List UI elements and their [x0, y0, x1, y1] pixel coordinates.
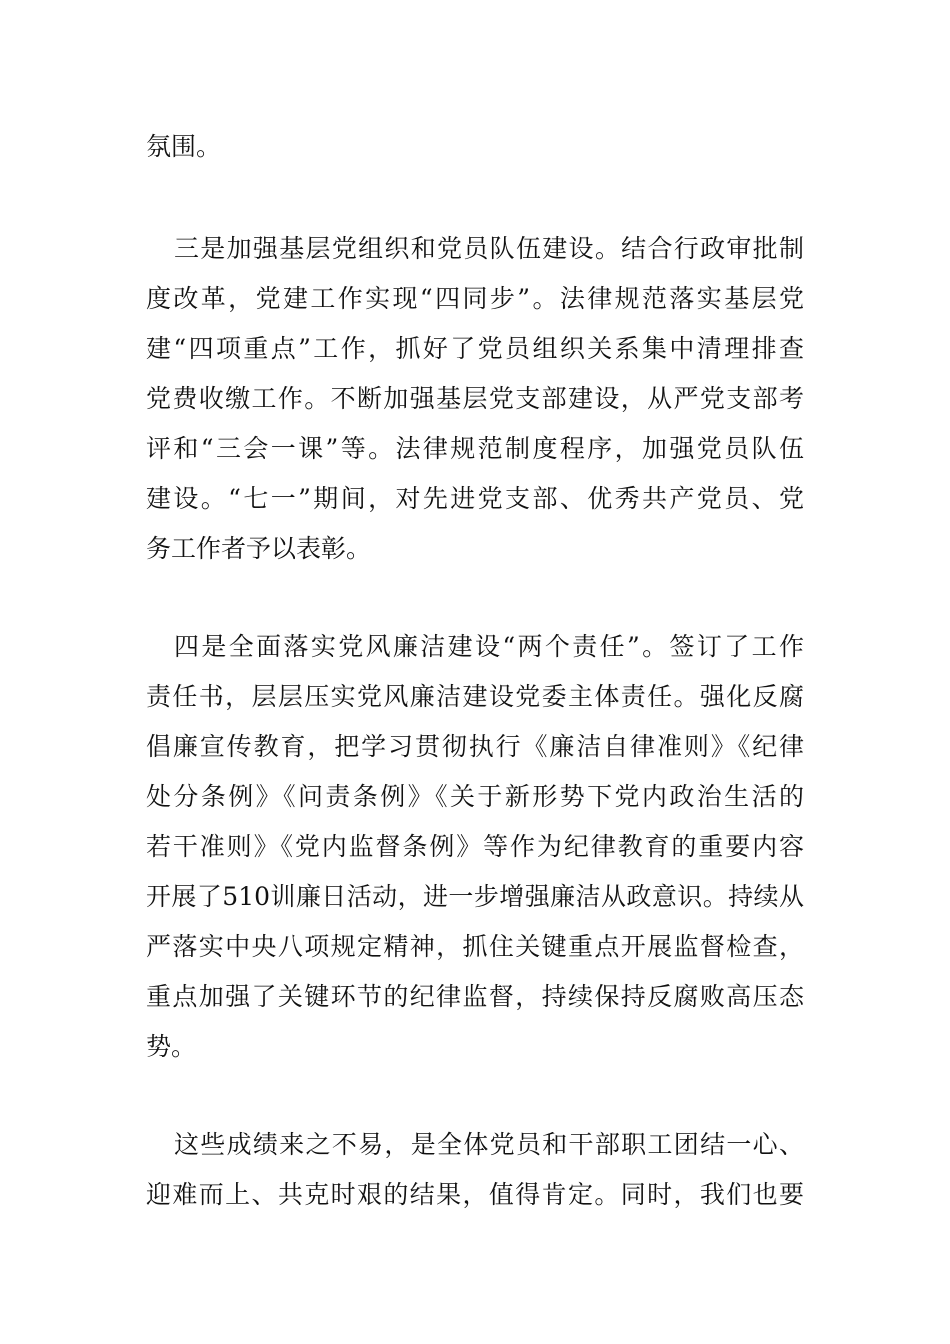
- paragraph-3-line-3: 倡廉宣传教育，把学习贯彻执行《廉洁自律准则》《纪律: [146, 732, 804, 761]
- paragraph-3-line-1: 四是全面落实党风廉洁建设“两个责任”。签订了工作: [174, 632, 804, 661]
- paragraph-2-line-5: 评和“三会一课”等。法律规范制度程序，加强党员队伍: [146, 434, 804, 463]
- paragraph-3-line-6: 开展了510训廉日活动，进一步增强廉洁从政意识。持续从: [146, 882, 804, 911]
- paragraph-4-line-2: 迎难而上、共克时艰的结果，值得肯定。同时，我们也要: [146, 1180, 804, 1209]
- paragraph-2-line-4: 党费收缴工作。不断加强基层党支部建设，从严党支部考: [146, 384, 804, 413]
- paragraph-2-line-3: 建“四项重点”工作，抓好了党员组织关系集中清理排查: [146, 334, 804, 363]
- paragraph-2-line-6: 建设。“七一”期间，对先进党支部、优秀共产党员、党: [146, 484, 804, 513]
- paragraph-3-line-8: 重点加强了关键环节的纪律监督，持续保持反腐败高压态: [146, 982, 804, 1011]
- paragraph-3-line-2: 责任书，层层压实党风廉洁建设党委主体责任。强化反腐: [146, 682, 804, 711]
- paragraph-3-line-9: 势。: [146, 1032, 197, 1061]
- paragraph-4-line-1: 这些成绩来之不易，是全体党员和干部职工团结一心、: [174, 1130, 804, 1159]
- paragraph-2-line-7: 务工作者予以表彰。: [146, 534, 372, 563]
- paragraph-2-line-2: 度改革，党建工作实现“四同步”。法律规范落实基层党: [146, 284, 804, 313]
- paragraph-2-line-1: 三是加强基层党组织和党员队伍建设。结合行政审批制: [174, 234, 804, 263]
- paragraph-3-line-5: 若干准则》《党内监督条例》等作为纪律教育的重要内容: [146, 832, 804, 861]
- paragraph-3-line-7: 严落实中央八项规定精神，抓住关键重点开展监督检查，: [146, 932, 804, 961]
- paragraph-3-line-4: 处分条例》《问责条例》《关于新形势下党内政治生活的: [146, 782, 804, 811]
- paragraph-1-line-1: 氛围。: [146, 132, 222, 161]
